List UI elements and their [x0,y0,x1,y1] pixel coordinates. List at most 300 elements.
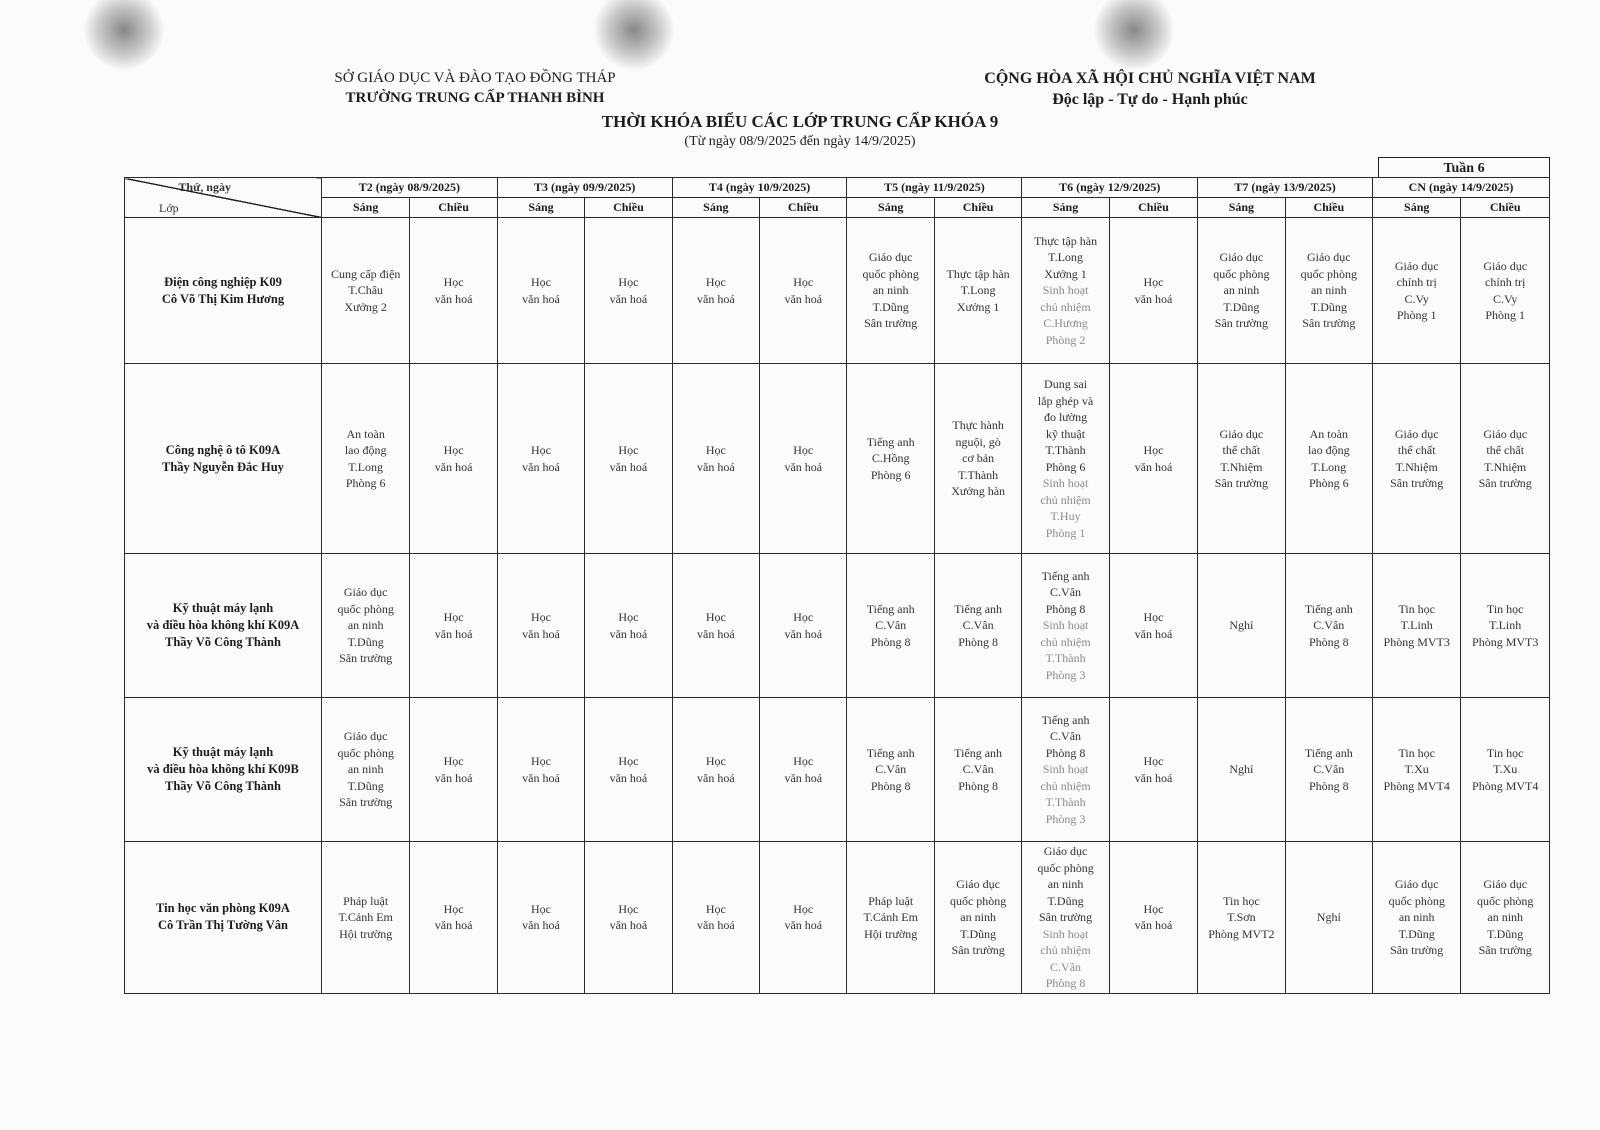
schedule-line: Tiếng anh [1304,601,1353,616]
class-name-cell [125,218,322,364]
schedule-line: Học [705,901,726,916]
schedule-line: Thực hành [952,418,1004,433]
class-name-line: Thầy Võ Công Thành [165,779,281,793]
schedule-line: C.Vân [875,762,907,777]
class-name-line: Điện công nghiệp K09 [164,274,282,289]
schedule-cell [1022,554,1109,698]
schedule-line: Học [705,754,726,768]
schedule-line: văn hoá [697,291,735,306]
schedule-line: Học [618,754,639,768]
schedule-cell [847,842,934,994]
schedule-line: Giáo dục [956,877,1000,891]
schedule-line: văn hoá [784,459,823,474]
schedule-line: T.Long [1311,459,1347,474]
schedule-line: văn hoá [784,626,823,641]
schedule-line: Phòng 8 [1045,601,1086,616]
schedule-line: Học [443,443,464,457]
corner-header [125,178,322,218]
schedule-line: Phòng 8 [870,634,911,649]
schedule-cell [1285,698,1372,842]
schedule-line: Giáo dục [1219,426,1264,441]
schedule-line: Phòng MVT2 [1208,926,1275,941]
schedule-line: Phòng MVT3 [1472,634,1539,649]
schedule-cell [585,218,672,364]
schedule-cell [1198,554,1285,698]
schedule-cell [672,554,759,698]
schedule-line: văn hoá [609,459,648,474]
schedule-line: an ninh [1398,910,1435,924]
schedule-line: Phòng 8 [958,634,998,649]
schedule-line: C.Vân [1313,618,1345,633]
session-header: Sáng [672,198,759,218]
schedule-cell [1022,698,1109,842]
schedule-line: văn hoá [609,291,648,306]
schedule-line: lắp ghép và [1037,393,1094,408]
schedule-line: Học [443,754,464,768]
schedule-cell [934,364,1021,554]
schedule-line: T.Xu [1404,762,1429,777]
schedule-line: Học [793,610,814,624]
schedule-line: T.Châu [348,283,384,298]
schedule-line: văn hoá [434,770,473,785]
country-name: CỘNG HÒA XÃ HỘI CHỦ NGHĨA VIỆT NAM [984,70,1316,87]
schedule-cell [847,218,934,364]
schedule-cell [847,554,934,698]
schedule-line: T.Dũng [1487,926,1524,941]
schedule-line: C.Hồng [871,451,910,466]
schedule-cell [1022,364,1109,554]
schedule-line: văn hoá [697,918,735,933]
schedule-line: Phòng 6 [1045,459,1086,474]
class-name-cell [125,364,322,554]
schedule-line: Tiếng anh [1304,745,1353,760]
schedule-line: văn hoá [784,770,823,785]
schedule-line: Học [531,610,551,624]
session-header: Chiều [1285,198,1372,218]
schedule-cell [497,842,584,994]
header-left [240,68,710,108]
schedule-line: T.Dũng [347,634,384,649]
schedule-line: Tiếng anh [954,601,1003,616]
schedule-line: Tiếng anh [866,434,915,449]
schedule-line: Giáo dục [343,585,388,600]
schedule-line: an ninh [1310,283,1347,298]
schedule-line: Giáo dục [868,250,913,265]
scan-artifact [1094,0,1174,70]
schedule-cell [321,698,409,842]
agency-name: SỞ GIÁO DỤC VÀ ĐÀO TẠO ĐỒNG THÁP [334,70,616,86]
homeroom-line: C.Vân [1050,959,1082,974]
schedule-cell [672,364,759,554]
schedule-cell [1285,218,1372,364]
schedule-line: quốc phòng [1388,893,1445,908]
scan-artifact [594,0,674,70]
schedule-line: Hội trường [864,926,918,941]
schedule-line: quốc phòng [1037,860,1094,875]
schedule-line: Học [618,610,639,624]
schedule-line: văn hoá [697,770,735,785]
schedule-cell [1373,218,1461,364]
schedule-line: Giáo dục [1394,258,1439,273]
schedule-cell [1022,842,1109,994]
homeroom-line: Sinh hoạt [1042,476,1089,490]
schedule-line: T.Xu [1493,762,1518,777]
day-header: T3 (ngày 09/9/2025) [497,178,672,198]
schedule-cell [934,842,1021,994]
schedule-cell [1373,698,1461,842]
schedule-line: Sân trường [864,316,918,331]
homeroom-line: Sinh hoạt [1042,283,1089,298]
schedule-line: Học [1143,610,1164,624]
schedule-line: T.Thành [958,467,999,482]
schedule-line: văn hoá [522,291,560,306]
schedule-cell [1373,842,1461,994]
schedule-line: Học [531,275,551,289]
document-title: THỜI KHÓA BIỂU CÁC LỚP TRUNG CẤP KHÓA 9 [601,112,999,131]
schedule-cell [1461,842,1550,994]
schedule-line: T.Linh [1489,618,1522,633]
schedule-line: Xưởng hàn [951,484,1006,499]
schedule-line: quốc phòng [1213,266,1270,281]
schedule-cell [1373,364,1461,554]
schedule-line: văn hoá [784,291,823,306]
homeroom-line: chủ nhiệm [1040,634,1091,649]
schedule-line: chính trị [1396,275,1437,289]
schedule-line: Giáo dục [1043,844,1088,858]
schedule-cell [497,554,584,698]
class-name-line: Kỹ thuật máy lạnh [172,601,274,615]
schedule-cell [585,554,672,698]
schedule-line: Hội trường [339,926,393,941]
schedule-line: Sân trường [1038,910,1093,924]
schedule-line: thể chất [1397,443,1436,457]
schedule-line: an ninh [1223,283,1260,298]
schedule-cell [760,364,847,554]
schedule-line: Sân trường [951,943,1005,957]
schedule-line: kỹ thuật [1046,426,1086,441]
schedule-line: Pháp luật [868,893,914,908]
schedule-line: Phòng 1 [1396,308,1437,322]
schedule-cell [497,698,584,842]
schedule-cell [934,554,1021,698]
class-name-cell [125,698,322,842]
schedule-cell [497,218,584,364]
schedule-line: T.Cảnh Em [338,910,393,924]
schedule-line: Tiếng anh [1041,712,1090,727]
session-header: Sáng [1022,198,1109,218]
schedule-line: Giáo dục [1483,426,1528,441]
schedule-line: Học [705,443,726,457]
class-name-line: Thầy Võ Công Thành [165,635,281,649]
homeroom-line: Sinh hoạt [1042,762,1089,777]
schedule-line: Sân trường [1390,476,1444,490]
schedule-line: văn hoá [1134,918,1173,933]
schedule-line: Giáo dục [1483,877,1528,891]
schedule-line: Phòng 8 [870,778,911,793]
schedule-line: Sân trường [1390,943,1444,957]
schedule-line: lao động [1307,443,1350,457]
schedule-line: C.Vy [1404,291,1429,306]
session-header: Chiều [934,198,1021,218]
schedule-line: Học [531,901,551,916]
schedule-cell [1285,842,1372,994]
schedule-cell [847,698,934,842]
schedule-line: Phòng 8 [1045,745,1086,760]
schedule-line: an ninh [960,910,996,924]
schedule-line: cơ bản [962,451,995,466]
schedule-line: Tiếng anh [1041,568,1090,583]
schedule-line: văn hoá [434,291,473,306]
class-name-cell [125,842,322,994]
schedule-line: T.Long [960,283,996,298]
session-header: Sáng [321,198,409,218]
homeroom-line: chủ nhiệm [1040,778,1091,793]
class-name-line: Kỹ thuật máy lạnh [172,745,274,759]
schedule-line: Xưởng 2 [344,299,387,314]
schedule-cell [1461,364,1550,554]
schedule-cell [410,698,497,842]
class-name-line: và điều hòa không khí K09A [146,618,300,632]
schedule-line: đo lường [1043,410,1088,424]
schedule-cell [1198,364,1285,554]
schedule-cell [321,554,409,698]
day-header: CN (ngày 14/9/2025) [1373,178,1550,198]
schedule-line: văn hoá [434,459,473,474]
school-name: TRƯỜNG TRUNG CẤP THANH BÌNH [345,90,605,106]
schedule-line: văn hoá [1134,459,1173,474]
schedule-cell [410,842,497,994]
schedule-line: C.Vân [962,618,994,633]
schedule-line: Phòng 6 [1308,476,1349,490]
schedule-line: Thực tập hàn [1033,233,1098,248]
schedule-cell [1285,554,1372,698]
schedule-line: Học [793,901,814,916]
schedule-line: văn hoá [434,626,473,641]
schedule-line: quốc phòng [337,601,394,616]
homeroom-line: Phòng 2 [1045,332,1086,347]
week-badge: Tuần 6 [1378,157,1550,178]
corner-top-label: Thứ, ngày [178,180,231,194]
schedule-line: Dung sai [1044,377,1088,391]
session-header: Chiều [1461,198,1550,218]
schedule-line: Học [618,275,639,289]
schedule-line: Học [1143,275,1164,289]
class-name-line: Tin học văn phòng K09A [156,901,290,916]
national-motto: Độc lập - Tự do - Hạnh phúc [1052,91,1248,108]
schedule-line: văn hoá [434,918,473,933]
schedule-cell [1198,698,1285,842]
homeroom-line: T.Huy [1050,509,1081,523]
schedule-line: Phòng MVT3 [1383,634,1450,649]
schedule-line: C.Vân [1313,762,1345,777]
document-subtitle: (Từ ngày 08/9/2025 đến ngày 14/9/2025) [684,134,916,149]
schedule-line: C.Vân [875,618,907,633]
homeroom-line: Sinh hoạt [1042,618,1089,633]
schedule-cell [1373,554,1461,698]
class-name-line: Công nghệ ô tô K09A [165,442,281,457]
schedule-cell [1198,842,1285,994]
schedule-line: Học [1143,443,1164,457]
session-header: Sáng [497,198,584,218]
schedule-line: Giáo dục [1219,250,1264,265]
class-name-cell [125,554,322,698]
schedule-line: Học [705,275,726,289]
schedule-line: Nghỉ [1229,618,1254,633]
schedule-line: Phòng 6 [870,467,911,482]
schedule-line: văn hoá [522,626,560,641]
schedule-line: lao động [344,443,387,457]
schedule-line: văn hoá [609,770,648,785]
schedule-line: quốc phòng [337,745,394,760]
schedule-line: Cung cấp điện [331,266,401,281]
homeroom-line: Phòng 8 [1045,976,1086,990]
schedule-line: Phòng 6 [345,476,386,490]
schedule-line: Học [618,443,639,457]
schedule-cell [1461,218,1550,364]
schedule-line: Tin học [1486,745,1524,760]
schedule-line: Phòng 1 [1485,308,1526,322]
schedule-line: Sân trường [1214,476,1268,490]
schedule-cell [585,842,672,994]
class-row [125,554,1550,698]
schedule-line: T.Long [1048,250,1083,265]
timetable [124,177,1550,994]
schedule-line: chính trị [1485,275,1526,289]
schedule-cell [847,364,934,554]
schedule-line: Nghỉ [1316,910,1341,924]
schedule-line: Sân trường [1214,316,1268,331]
schedule-line: T.Nhiệm [1395,459,1438,474]
schedule-line: Giáo dục [1306,250,1351,265]
day-header: T2 (ngày 08/9/2025) [321,178,497,198]
schedule-cell [1461,698,1550,842]
schedule-cell [934,218,1021,364]
schedule-line: Tiếng anh [866,745,915,760]
schedule-cell [760,554,847,698]
schedule-line: Học [443,610,464,624]
session-header: Chiều [760,198,847,218]
schedule-line: T.Nhiệm [1220,459,1263,474]
schedule-line: văn hoá [522,918,560,933]
session-header: Chiều [585,198,672,218]
schedule-line: Học [1143,901,1164,916]
schedule-line: T.Nhiệm [1484,459,1527,474]
corner-bottom-label: Lớp [159,200,179,215]
schedule-line: T.Dũng [1310,299,1347,314]
class-name-line: Thầy Nguyễn Đắc Huy [162,459,284,474]
schedule-line: Phòng MVT4 [1383,778,1450,793]
scan-artifact [84,0,164,70]
schedule-line: Tin học [1486,601,1524,616]
class-name-line: Cô Trần Thị Tường Vân [157,918,288,933]
schedule-line: Giáo dục [1394,426,1439,441]
schedule-line: C.Vân [1050,729,1082,744]
schedule-line: Thực tập hàn [946,266,1010,281]
timetable-body [125,218,1550,994]
schedule-line: Học [705,610,726,624]
schedule-line: Xưởng 1 [956,299,1000,314]
schedule-cell [321,842,409,994]
schedule-line: thể chất [1222,443,1261,457]
schedule-cell [410,554,497,698]
class-name-line: và điều hòa không khí K09B [147,762,299,776]
schedule-line: văn hoá [1134,770,1173,785]
header-right [950,68,1350,110]
schedule-line: quốc phòng [862,266,919,281]
schedule-cell [672,842,759,994]
schedule-cell [1109,554,1197,698]
schedule-cell [1109,698,1197,842]
schedule-line: Tin học [1223,893,1260,908]
schedule-line: T.Dũng [347,778,384,793]
homeroom-line: chủ nhiệm [1040,943,1091,957]
schedule-line: Học [1143,754,1164,768]
schedule-cell [321,218,409,364]
schedule-line: Tiếng anh [866,601,915,616]
schedule-line: T.Dũng [1398,926,1435,941]
session-header: Sáng [1198,198,1285,218]
schedule-line: văn hoá [609,918,648,933]
schedule-line: Học [443,275,464,289]
session-header: Chiều [1109,198,1197,218]
schedule-line: quốc phòng [1300,266,1357,281]
schedule-cell [497,364,584,554]
schedule-cell [321,364,409,554]
schedule-line: thể chất [1486,443,1525,457]
schedule-cell [934,698,1021,842]
day-header: T5 (ngày 11/9/2025) [847,178,1022,198]
schedule-line: T.Sơn [1227,910,1256,924]
schedule-line: T.Cảnh Em [863,910,918,924]
schedule-line: T.Dũng [1223,299,1260,314]
schedule-cell [672,218,759,364]
schedule-cell [585,698,672,842]
schedule-line: Phòng 8 [1308,634,1349,649]
schedule-line: văn hoá [1134,291,1173,306]
schedule-line: Sân trường [1302,316,1356,331]
schedule-line: an ninh [1487,910,1524,924]
class-row [125,364,1550,554]
schedule-line: nguội, gò [955,434,1001,449]
schedule-line: Học [793,443,814,457]
class-name-line: Cô Võ Thị Kim Hương [161,291,285,306]
schedule-line: an ninh [347,618,384,633]
session-header: Sáng [1373,198,1461,218]
day-header-row [125,178,1550,198]
schedule-line: Sân trường [1478,476,1532,490]
schedule-line: Học [531,754,551,768]
session-header-row [125,198,1550,218]
schedule-line: văn hoá [697,626,735,641]
schedule-line: An toàn [1309,426,1348,441]
day-header: T4 (ngày 10/9/2025) [672,178,847,198]
schedule-line: văn hoá [697,459,735,474]
schedule-line: Phòng 8 [958,778,998,793]
schedule-line: Pháp luật [343,893,389,908]
session-header: Chiều [410,198,497,218]
schedule-line: T.Thành [1045,443,1086,457]
schedule-line: Học [618,901,639,916]
schedule-line: Học [443,901,464,916]
day-header: T6 (ngày 12/9/2025) [1022,178,1198,198]
homeroom-line: Phòng 1 [1045,525,1086,540]
schedule-line: quốc phòng [949,893,1007,908]
homeroom-line: C.Hương [1043,316,1088,331]
class-row [125,842,1550,994]
homeroom-line: T.Thành [1045,651,1086,666]
schedule-line: T.Dũng [872,299,909,314]
schedule-line: Giáo dục [343,729,388,744]
